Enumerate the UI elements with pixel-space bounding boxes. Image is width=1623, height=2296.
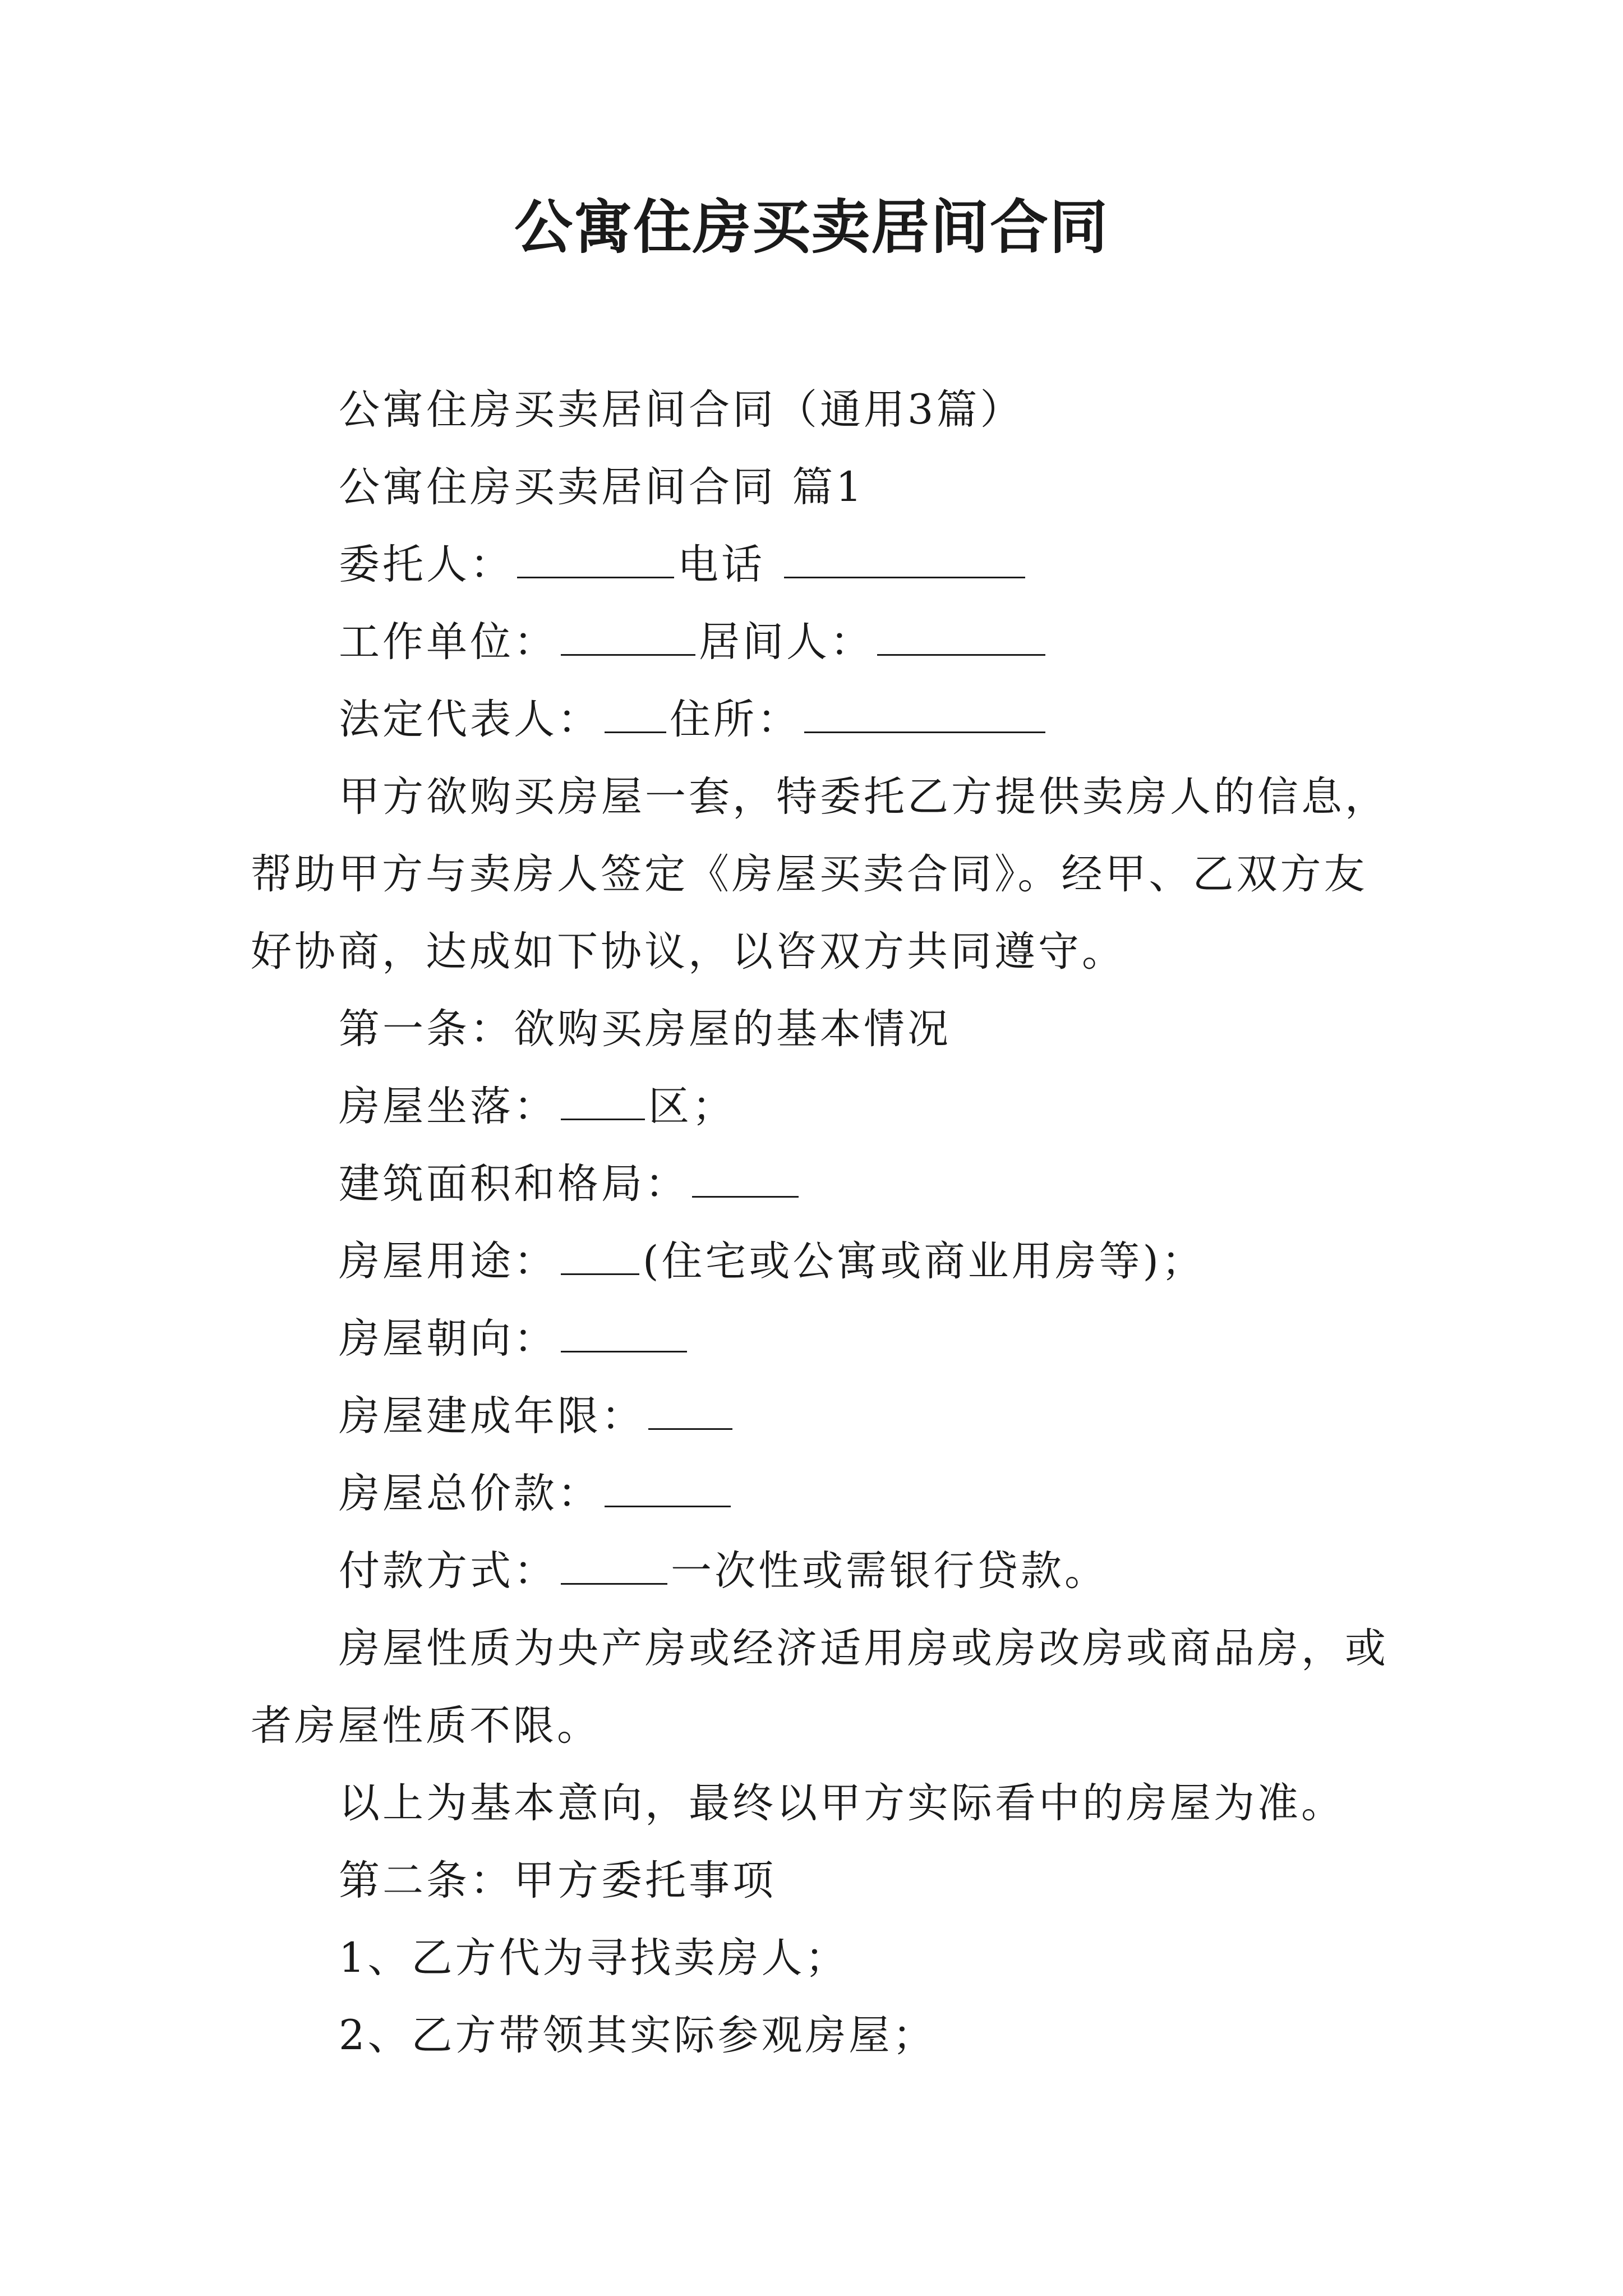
usage-suffix: (住宅或公寓或商业用房等)； [643, 1237, 1205, 1285]
usage-label: 房屋用途： [339, 1237, 557, 1285]
nature-paragraph-line-1: 房屋性质为央产房或经济适用房或房改房或商品房，或 [339, 1625, 1389, 1672]
address-label: 住所： [670, 696, 801, 743]
year-blank[interactable] [648, 1389, 732, 1430]
article-1-heading: 第一条：欲购买房屋的基本情况 [339, 1005, 951, 1053]
usage-blank[interactable] [561, 1234, 639, 1275]
legal-rep-line [251, 681, 1378, 758]
work-unit-label: 工作单位： [339, 618, 557, 666]
basic-intent-line: 以上为基本意向，最终以甲方实际看中的房屋为准。 [339, 1779, 1345, 1827]
area-line [251, 1145, 1378, 1223]
usage-line [251, 1223, 1378, 1300]
document-title: 公寓住房买卖居间合同 [514, 193, 1109, 261]
legal-rep-blank[interactable] [605, 692, 666, 733]
intermediary-label: 居间人： [699, 618, 874, 666]
orientation-label: 房屋朝向： [339, 1315, 557, 1363]
orientation-line [251, 1300, 1378, 1378]
location-blank[interactable] [561, 1079, 645, 1120]
payment-suffix: 一次性或需银行贷款。 [671, 1547, 1108, 1595]
intro-paragraph-line-2: 帮助甲方与卖房人签定《房屋买卖合同》。经甲、乙双方友 [251, 850, 1368, 898]
area-blank[interactable] [692, 1157, 799, 1198]
nature-paragraph-line-2: 者房屋性质不限。 [251, 1702, 601, 1750]
document-body [251, 371, 1389, 2074]
chapter-heading: 公寓住房买卖居间合同 篇1 [339, 463, 865, 511]
client-phone-line [251, 526, 1378, 604]
list-item: 2、乙方带领其实际参观房屋； [339, 2012, 937, 2059]
legal-rep-label: 法定代表人： [339, 696, 601, 743]
address-blank[interactable] [804, 692, 1045, 733]
work-unit-blank[interactable] [561, 615, 695, 656]
location-line [251, 1068, 1378, 1145]
price-line [251, 1455, 1378, 1533]
payment-label: 付款方式： [339, 1547, 557, 1595]
client-blank[interactable] [517, 537, 674, 578]
area-label: 建筑面积和格局： [339, 1160, 689, 1208]
article-2-heading: 第二条：甲方委托事项 [339, 1857, 776, 1904]
location-label: 房屋坐落： [339, 1083, 557, 1130]
year-label: 房屋建成年限： [339, 1392, 645, 1440]
phone-label: 电话 [677, 541, 765, 588]
intermediary-blank[interactable] [877, 615, 1045, 656]
price-label: 房屋总价款： [339, 1470, 601, 1517]
year-line [251, 1378, 1378, 1455]
price-blank[interactable] [605, 1466, 731, 1507]
orientation-blank[interactable] [561, 1312, 687, 1352]
payment-blank[interactable] [561, 1544, 667, 1585]
intro-paragraph-line-3: 好协商，达成如下协议，以咨双方共同遵守。 [251, 928, 1126, 976]
work-unit-line [251, 604, 1378, 681]
intro-paragraph-line-1: 甲方欲购买房屋一套，特委托乙方提供卖房人的信息， [339, 773, 1389, 821]
subtitle-line: 公寓住房买卖居间合同（通用3篇） [339, 386, 1024, 434]
payment-line [251, 1533, 1378, 1610]
client-label: 委托人： [339, 541, 514, 588]
list-item: 1、乙方代为寻找卖房人； [339, 1934, 849, 1982]
phone-blank[interactable] [784, 537, 1025, 578]
location-suffix: 区； [648, 1083, 736, 1130]
